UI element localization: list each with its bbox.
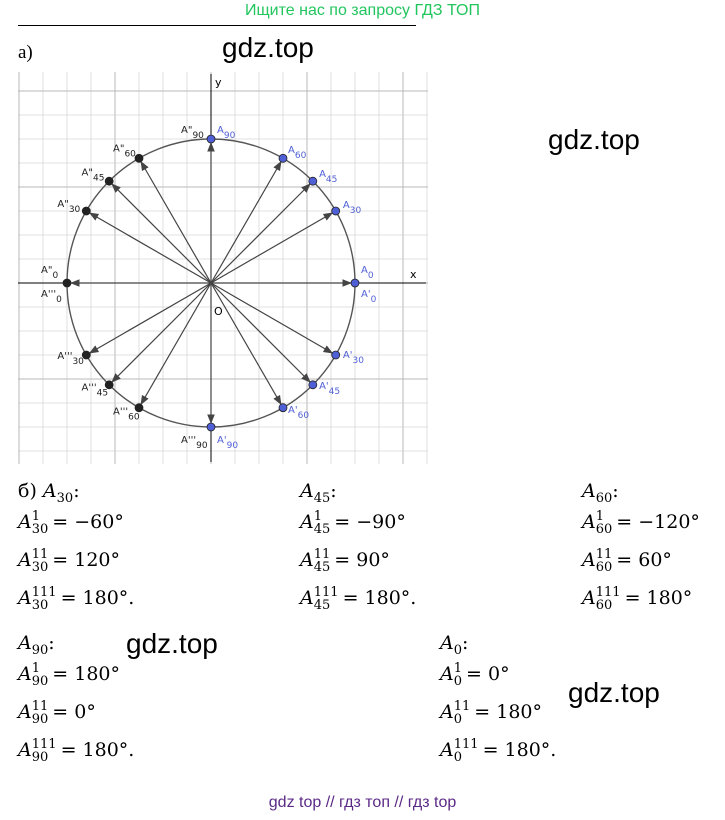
group-heading: $A_0$: (440, 632, 469, 658)
vector-arrow (90, 213, 211, 283)
equation-line: A 1 90 = 180° (18, 661, 121, 689)
equation-line: A 1 0 = 0° (440, 661, 510, 689)
equation-line: A 1 60 = −120° (582, 509, 700, 537)
circle-point (63, 279, 71, 287)
circle-point (82, 207, 90, 215)
group-heading: $A_{45}$: (300, 480, 337, 506)
point-label: A'0 (361, 289, 377, 305)
circle-point (279, 154, 287, 162)
equation-line: A 11 60 = 60° (582, 547, 672, 575)
group-heading: $A_{90}$: (18, 632, 55, 658)
svg-text:O: O (214, 305, 223, 318)
equation-line: A 111 90 = 180°. (18, 737, 135, 765)
group-heading: б) $A_{30}$: (18, 480, 80, 506)
watermark: gdz.top (568, 677, 660, 708)
vector-arrow (211, 213, 332, 283)
group-heading: $A_{60}$: (582, 480, 619, 506)
circle-point (332, 351, 340, 359)
equation-line: A 111 60 = 180° (582, 585, 693, 613)
point-label: A90 (217, 125, 236, 141)
point-label: A"60 (113, 143, 136, 160)
vector-arrow (211, 184, 310, 283)
point-label: A'60 (288, 404, 310, 421)
point-label: A0 (361, 265, 374, 281)
point-label: A60 (288, 145, 307, 162)
equation-line: A 1 30 = −60° (18, 509, 124, 537)
point-label: A"45 (81, 167, 105, 184)
equation-line: A 111 45 = 180°. (300, 585, 417, 613)
point-label: A45 (319, 168, 338, 185)
vector-arrow (90, 283, 211, 353)
circle-point (135, 154, 143, 162)
vector-arrow (112, 283, 211, 382)
vectors (71, 143, 351, 423)
point-label: A'45 (319, 381, 341, 398)
circle-point (279, 404, 287, 412)
circle-point (105, 177, 113, 185)
equation-line: A 11 0 = 180° (440, 699, 543, 727)
vector-arrow (211, 283, 310, 382)
vector-arrow (211, 283, 281, 404)
vector-arrow (141, 162, 211, 283)
part-a-label: а) (18, 42, 33, 63)
search-banner[interactable]: Ищите нас по запросу ГДЗ ТОП (245, 2, 480, 19)
watermark: gdz.top (126, 628, 218, 659)
vector-arrow (211, 162, 281, 283)
point-label: A'90 (217, 435, 239, 451)
point-label: A'30 (342, 350, 364, 366)
point-label: A"30 (57, 199, 81, 215)
point-label: A'''60 (113, 406, 140, 423)
circle-point (135, 404, 143, 412)
watermark: gdz.top (222, 32, 314, 63)
watermark: gdz.top (548, 124, 640, 155)
part-b-label: б) (18, 480, 37, 502)
circle-point (309, 177, 317, 185)
vector-arrow (112, 184, 211, 283)
header-rule (18, 25, 416, 26)
point-label: A'''30 (57, 351, 84, 367)
point-label: A"90 (181, 125, 204, 141)
point-label: A'''90 (181, 435, 208, 451)
equation-line: A 111 30 = 180°. (18, 585, 135, 613)
point-label: A"0 (41, 265, 59, 281)
vector-arrow (141, 283, 211, 404)
circle-point (332, 207, 340, 215)
equation-line: A 11 45 = 90° (300, 547, 390, 575)
svg-text:x: x (410, 268, 417, 281)
circle-point (207, 423, 215, 431)
point-label: A30 (342, 200, 362, 216)
equation-line: A 11 90 = 0° (18, 699, 96, 727)
equation-line: A 111 0 = 180°. (440, 737, 557, 765)
circle-point (309, 381, 317, 389)
equation-line: A 11 30 = 120° (18, 547, 121, 575)
footer-links[interactable]: gdz top // гдз топ // гдз top (268, 794, 457, 811)
point-label: A'''0 (41, 289, 62, 305)
svg-text:y: y (215, 76, 222, 89)
circle-point (351, 279, 359, 287)
unit-circle-diagram (18, 72, 428, 464)
point-label: A'''45 (81, 382, 109, 399)
vector-arrow (211, 283, 332, 353)
equation-line: A 1 45 = −90° (300, 509, 406, 537)
circle-point (207, 135, 215, 143)
